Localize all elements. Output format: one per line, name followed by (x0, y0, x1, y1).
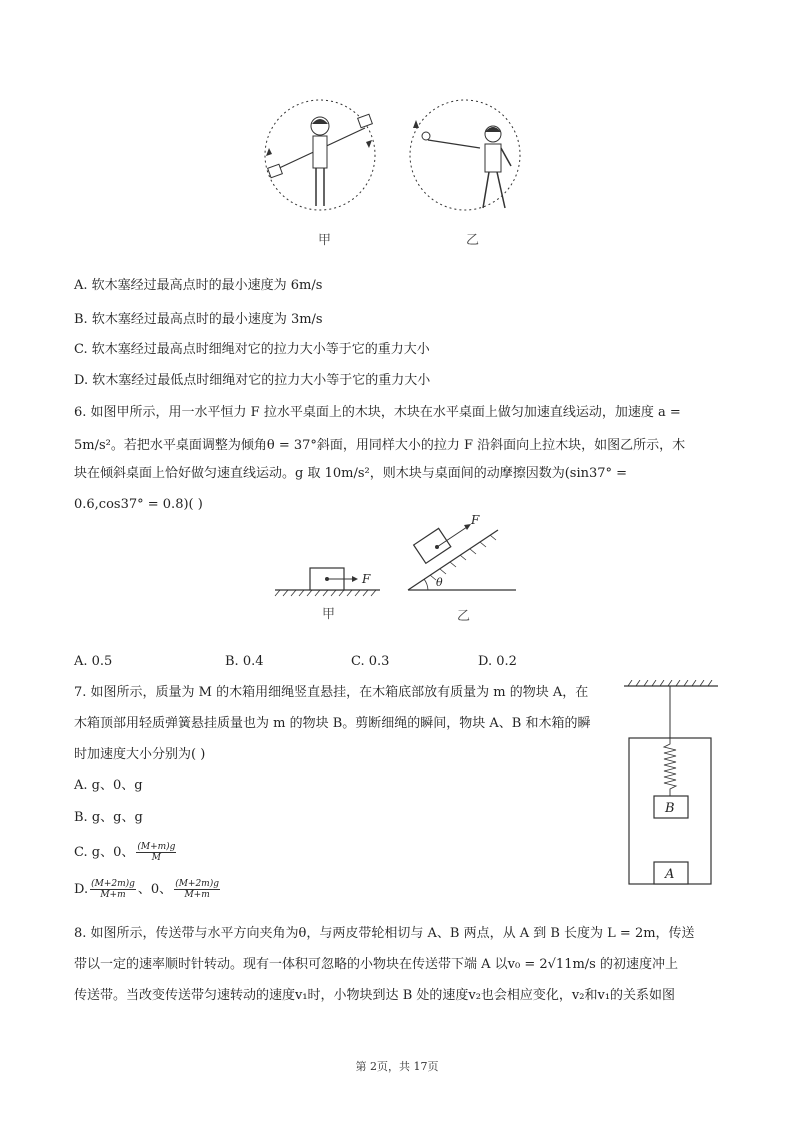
q7-block-b-label: B (665, 801, 675, 816)
q6-option-a: A. 0.5 (74, 654, 113, 669)
q6-fig-caption-jia: 甲 (322, 607, 336, 622)
q5-option-b: B. 软木塞经过最高点时的最小速度为 3m/s (74, 312, 323, 327)
q7-option-d-prefix: D. (74, 882, 89, 897)
figure-caption-yi: 乙 (466, 233, 480, 248)
q7-option-d-numerator-2: (M+2m)g (175, 879, 219, 889)
q6-option-c: C. 0.3 (351, 654, 390, 669)
q6-line-4: 0.6,cos37° = 0.8)( ) (74, 497, 203, 512)
q6-fig-caption-yi: 乙 (457, 609, 471, 624)
figure-caption-jia: 甲 (318, 233, 332, 248)
q7-option-a: A. g、0、g (74, 778, 143, 793)
q7-option-c (74, 842, 178, 863)
q7-option-d-numerator-1: (M+2m)g (91, 879, 135, 889)
q6-option-d: D. 0.2 (478, 654, 517, 669)
q8-line-1: 8. 如图所示，传送带与水平方向夹角为θ，与两皮带轮相切与 A、B 两点，从 A 到 B 长度为 L = 2m，传送 (74, 926, 695, 941)
q5-option-d: D. 软木塞经过最低点时细绳对它的拉力大小等于它的重力大小 (74, 373, 431, 388)
q7-option-c-numerator: (M+m)g (137, 842, 176, 852)
q7-line-2: 木箱顶部用轻质弹簧悬挂质量也为 m 的物块 B。剪断细绳的瞬间，物块 A、B 和木箱的瞬 (74, 716, 591, 731)
q7-option-c-fraction (136, 842, 176, 863)
q7-option-c-denominator: M (151, 853, 161, 863)
q7-line-1: 7. 如图所示，质量为 M 的木箱用细绳竖直悬挂，在木箱底部放有质量为 m 的物块 A，在 (74, 685, 589, 700)
q7-option-d-denominator-2: M+m (184, 890, 210, 900)
q6-line-2: 5m/s²。若把水平桌面调整为倾角θ = 37°斜面，用同样大小的拉力 F 沿斜面向上拉木块，如图乙所示，木 (74, 438, 686, 453)
q7-line-3: 时加速度大小分别为( ) (74, 747, 206, 762)
q6-force-label-right: F (471, 513, 480, 527)
page-footer: 第 2页，共 17页 (355, 1060, 439, 1073)
q5-option-a: A. 软木塞经过最高点时的最小速度为 6m/s (74, 278, 323, 293)
q7-option-b: B. g、g、g (74, 810, 143, 825)
q7-option-d-fraction-1 (90, 879, 136, 900)
q6-line-3: 块在倾斜桌面上恰好做匀速直线运动。g 取 10m/s²，则木块与桌面间的动摩擦因数为(sin37° = (74, 466, 628, 481)
q6-angle-label: θ (436, 576, 443, 589)
q6-line-1: 6. 如图甲所示，用一水平恒力 F 拉水平桌面上的木块，木块在水平桌面上做匀加速直线运动，加速度 a = (74, 405, 681, 420)
q6-option-b: B. 0.4 (225, 654, 264, 669)
q6-force-label-left: F (362, 572, 371, 586)
q7-block-a-label: A (665, 867, 675, 882)
q7-option-d-middle: 、0、 (137, 882, 173, 897)
figure-q7-box-spring (622, 680, 722, 890)
figure-rotating-cork (255, 88, 535, 248)
q5-option-c: C. 软木塞经过最高点时细绳对它的拉力大小等于它的重力大小 (74, 342, 430, 357)
q8-line-3: 传送带。当改变传送带匀速转动的速度v₁时，小物块到达 B 处的速度v₂也会相应变化，v₂和v₁的关系如图 (74, 988, 676, 1003)
q7-option-d-denominator-1: M+m (100, 890, 126, 900)
q7-option-d-fraction-2 (174, 879, 220, 900)
figure-q6-block-incline (270, 512, 530, 632)
q8-line-2: 带以一定的速率顺时针转动。现有一体积可忽略的小物块在传送带下端 A 以v₀ = 2√11m/s 的初速度冲上 (74, 957, 678, 972)
q7-option-c-prefix: C. g、0、 (74, 845, 135, 860)
q7-option-d (74, 879, 222, 900)
